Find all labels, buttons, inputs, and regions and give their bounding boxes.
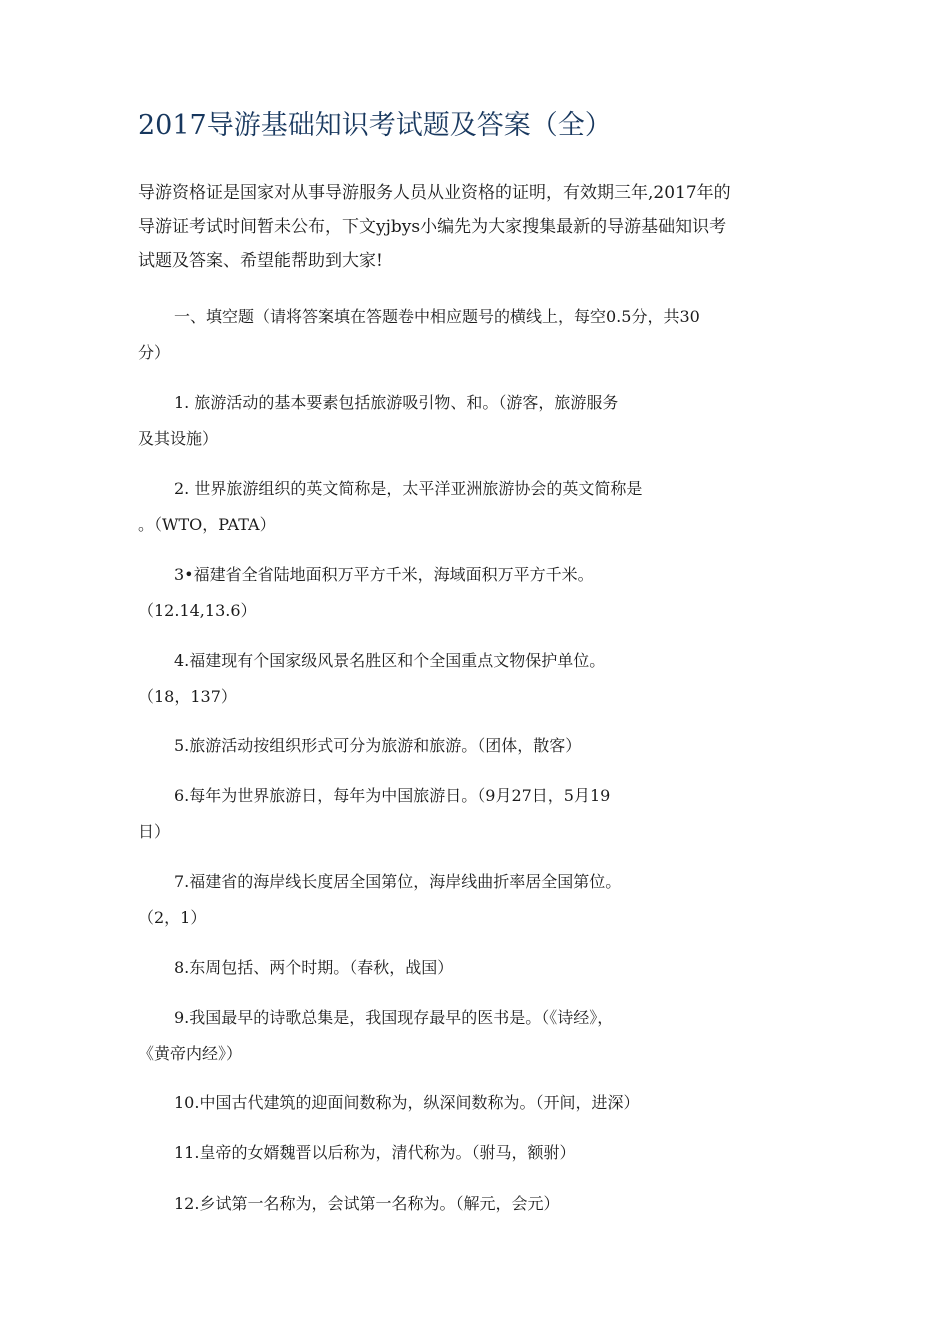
question-1 bbox=[138, 385, 828, 457]
document-title: 2017导游基础知识考试题及答案（全） bbox=[138, 110, 612, 141]
question-12 bbox=[138, 1186, 828, 1222]
section-heading-line: 一、填空题（请将答案填在答题卷中相应题号的横线上，每空0.5分，共30 bbox=[174, 307, 700, 326]
question-line: （12.14,13.6） bbox=[138, 601, 257, 620]
question-line: 11.皇帝的女婿魏晋以后称为，清代称为。（驸马，额驸） bbox=[174, 1143, 576, 1162]
intro-line: 导游资格证是国家对从事导游服务人员从业资格的证明，有效期三年,2017年的 bbox=[138, 183, 731, 203]
question-line: 10.中国古代建筑的迎面间数称为，纵深间数称为。（开间，进深） bbox=[174, 1093, 640, 1112]
question-3 bbox=[138, 557, 828, 629]
intro-paragraph bbox=[138, 176, 818, 278]
question-2 bbox=[138, 471, 828, 543]
question-line: 《黄帝内经》） bbox=[138, 1044, 243, 1063]
question-4 bbox=[138, 643, 828, 715]
question-5 bbox=[138, 728, 828, 764]
question-line: 8.东周包括、两个时期。（春秋，战国） bbox=[174, 958, 454, 977]
question-line: 7.福建省的海岸线长度居全国第位，海岸线曲折率居全国第位。 bbox=[174, 872, 622, 891]
question-10 bbox=[138, 1085, 828, 1121]
question-line: 。（WTO，PATA） bbox=[138, 515, 276, 534]
question-line: 3•福建省全省陆地面积万平方千米，海域面积万平方千米。 bbox=[174, 565, 594, 584]
question-11 bbox=[138, 1135, 828, 1171]
question-line: 12.乡试第一名称为，会试第一名称为。（解元，会元） bbox=[174, 1194, 560, 1213]
question-line: 及其设施） bbox=[138, 429, 219, 448]
question-8 bbox=[138, 950, 828, 986]
section-heading bbox=[138, 299, 828, 371]
question-line: （2，1） bbox=[138, 908, 207, 927]
question-6 bbox=[138, 778, 828, 850]
question-line: 5.旅游活动按组织形式可分为旅游和旅游。（团体，散客） bbox=[174, 736, 582, 755]
question-line: 9.我国最早的诗歌总集是，我国现存最早的医书是。（《诗经》， bbox=[174, 1008, 614, 1027]
question-7 bbox=[138, 864, 828, 936]
question-line: 6.每年为世界旅游日，每年为中国旅游日。（9月27日，5月19 bbox=[174, 786, 611, 805]
question-line: （18，137） bbox=[138, 687, 237, 706]
intro-line: 导游证考试时间暂未公布，下文yjbys小编先为大家搜集最新的导游基础知识考 bbox=[138, 217, 727, 237]
question-line: 4.福建现有个国家级风景名胜区和个全国重点文物保护单位。 bbox=[174, 651, 606, 670]
question-line: 2. 世界旅游组织的英文简称是，太平洋亚洲旅游协会的英文简称是 bbox=[174, 479, 643, 498]
question-line: 日） bbox=[138, 822, 171, 841]
intro-line: 试题及答案、希望能帮助到大家! bbox=[138, 251, 383, 271]
question-line: 1. 旅游活动的基本要素包括旅游吸引物、和。（游客，旅游服务 bbox=[174, 393, 619, 412]
section-heading-line: 分） bbox=[138, 343, 171, 362]
question-9 bbox=[138, 1000, 828, 1072]
